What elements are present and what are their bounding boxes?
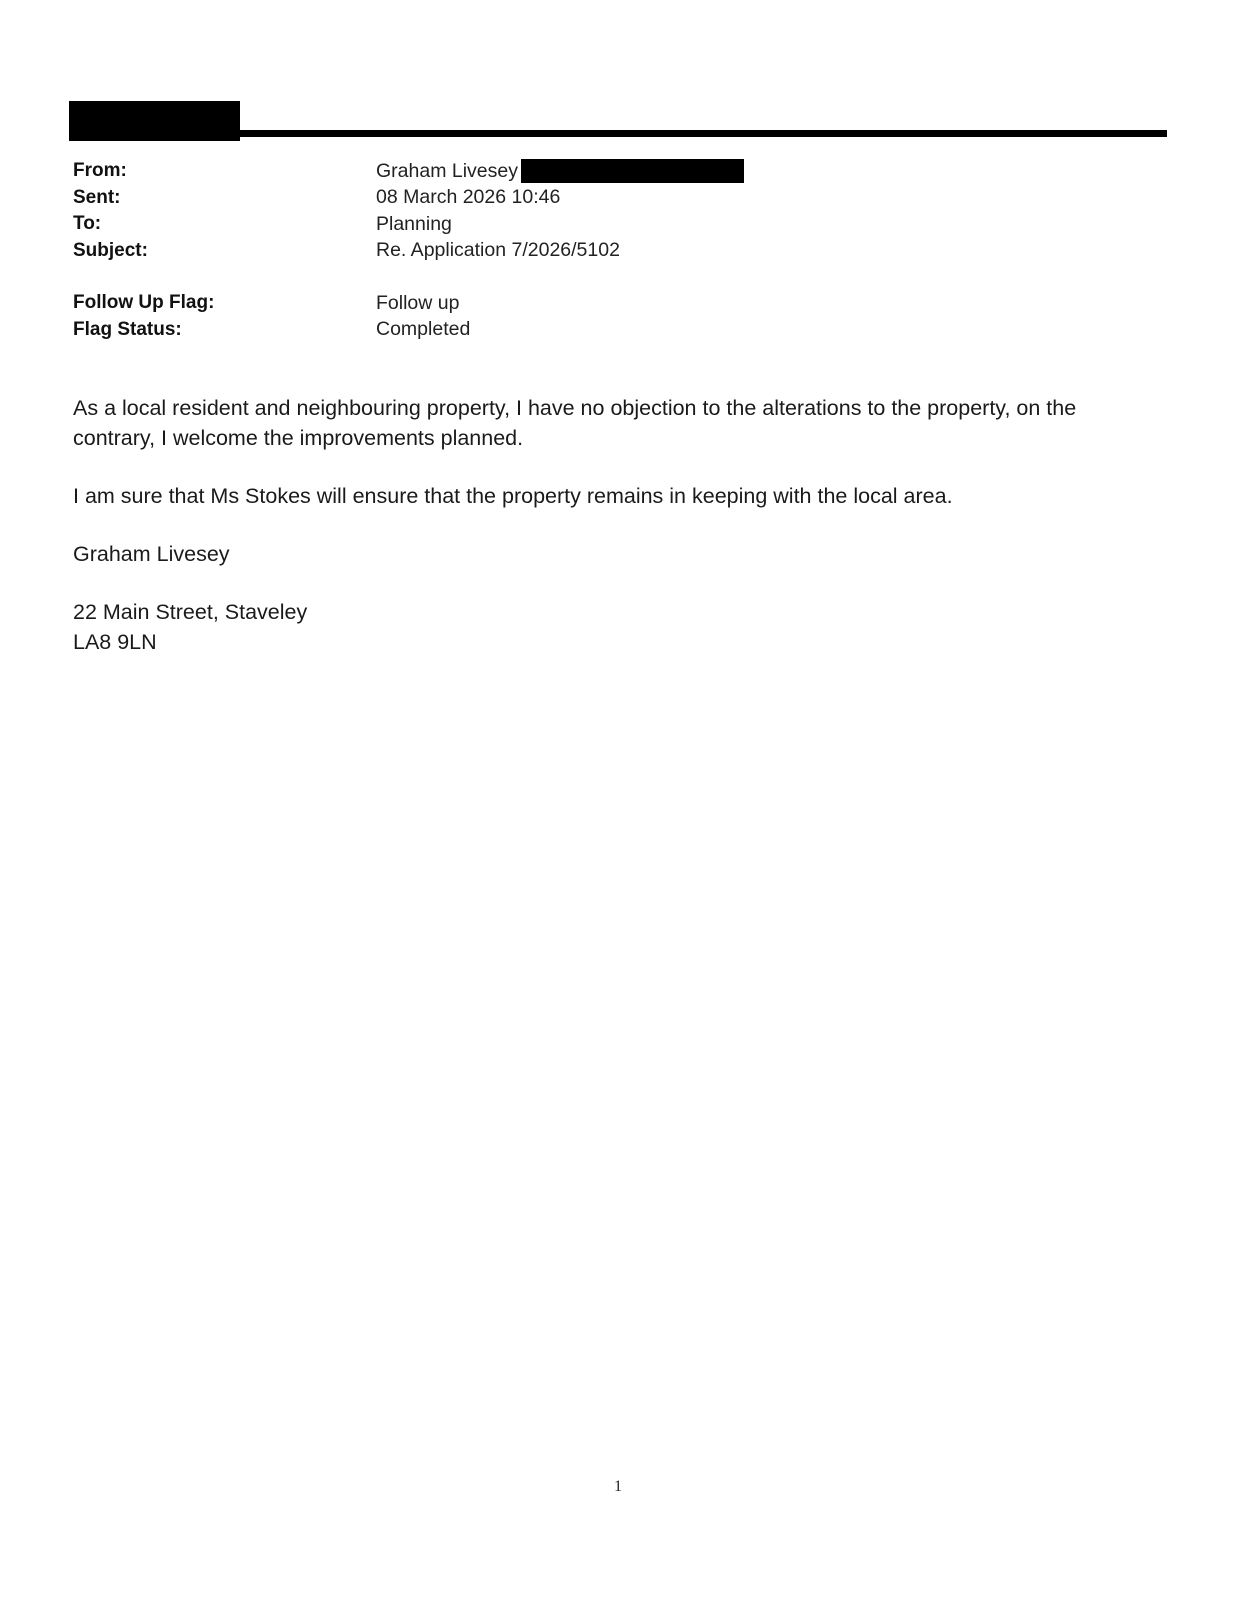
sent-label: Sent: [73, 186, 121, 208]
signature: Graham Livesey [73, 542, 230, 566]
redaction-block-email [521, 159, 744, 183]
body-paragraph-2: I am sure that Ms Stokes will ensure that the property remains in keeping with the local area. [73, 484, 953, 508]
flag-status-value: Completed [376, 318, 471, 341]
subject-row [73, 238, 1073, 265]
sent-row [73, 185, 1073, 212]
address-line-1: 22 Main Street, Staveley [73, 600, 308, 624]
page-number: 1 [614, 1478, 622, 1495]
subject-value: Re. Application 7/2026/5102 [376, 239, 620, 262]
flag-status-label: Flag Status: [73, 318, 182, 340]
email-body [73, 393, 1153, 657]
header-rule [69, 130, 1167, 137]
from-row [73, 158, 1073, 185]
follow-up-flag-value: Follow up [376, 291, 460, 314]
from-label: From: [73, 160, 127, 182]
address-line-2: LA8 9LN [73, 630, 157, 654]
email-metadata [73, 158, 1073, 343]
flag-status-row [73, 317, 1073, 344]
from-value [376, 159, 744, 183]
sent-value: 08 March 2026 10:46 [376, 186, 561, 209]
to-row [73, 211, 1073, 238]
to-label: To: [73, 213, 102, 235]
subject-label: Subject: [73, 239, 148, 261]
follow-up-flag-row [73, 290, 1073, 317]
follow-up-flag-label: Follow Up Flag: [73, 292, 215, 314]
sender-name: Graham Livesey [376, 159, 518, 182]
to-value: Planning [376, 212, 452, 235]
body-paragraph-1: As a local resident and neighbouring property, I have no objection to the alterations to the property, on the contrary, I welcome the improvements planned. [73, 396, 1077, 450]
